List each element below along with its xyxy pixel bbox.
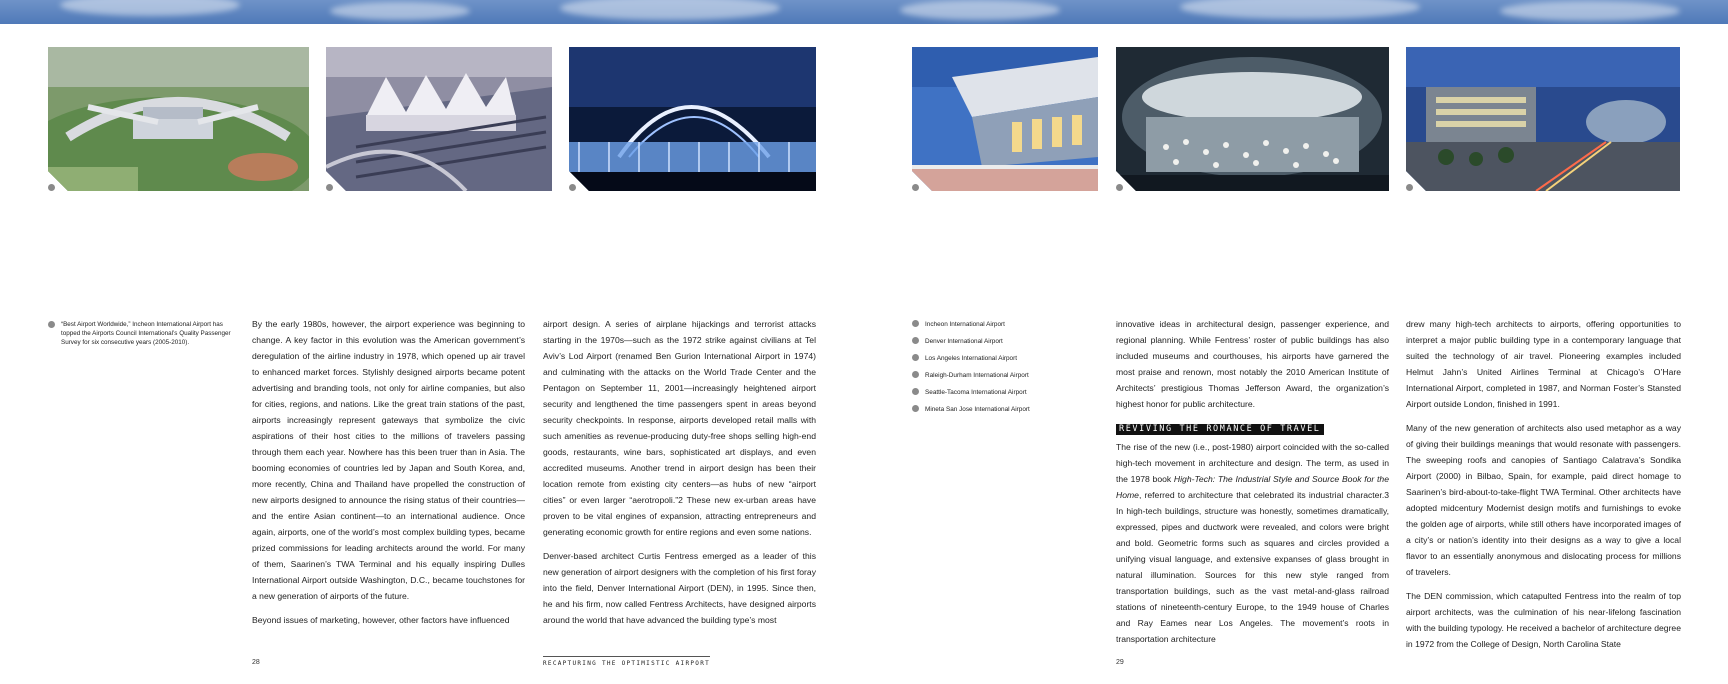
- section-heading: REVIVING THE ROMANCE OF TRAVEL: [1116, 424, 1324, 435]
- page-number-left: 28: [252, 659, 260, 666]
- paragraph: Many of the new generation of architects also used metaphor as a way of giving their buildings meanings that would resonate with passengers. The sweeping roofs and canopies of Santiago Calatrava’s Sondika Airport (2000) in Bilbao, Spain, for example, paid direct homage to Saarinen’s bird-about-to-take-flight TWA Terminal. Other architects have adopted midcentury Modernist design motifs and furnishings to evoke the golden age of airports, while still others have incorporated images of a city’s or nation’s identity into their designs as a way to give a local flavor to an essentially anonymous and dislocating process for millions of travelers.: [1406, 423, 1681, 577]
- page-number-right: 29: [1116, 659, 1124, 666]
- bullet-icon: [912, 405, 919, 412]
- body-column-3: [1116, 316, 1389, 647]
- photo-marker: [912, 184, 919, 191]
- photo-marker: [48, 184, 55, 191]
- body-column-2: [543, 316, 816, 636]
- san-jose-night-photo: [1406, 47, 1680, 191]
- paragraph: Denver-based architect Curtis Fentress emerged as a leader of this new generation of airport designers with the completion of his first foray into the field, Denver International Airport (DEN), in 1995. Since then, he and his firm, now called Fentress Architects, have designed airports around the world that have advanced the building type’s most: [543, 551, 816, 625]
- bullet-icon: [912, 371, 919, 378]
- photo-marker: [1116, 184, 1123, 191]
- airport-legend-item: Denver International Airport: [912, 337, 1030, 354]
- body-column-4: [1406, 316, 1681, 660]
- book-title: High-Tech: The Industrial Style and Source Book for the Home: [1116, 474, 1389, 500]
- denver-tent-roof-photo: [326, 47, 552, 191]
- photo-marker: [569, 184, 576, 191]
- paragraph: drew many high-tech architects to airports, offering opportunities to interpret a major public building type in a contemporary language that suited the technology of air travel. Pioneering examples included Helmut Jahn’s United Airlines Terminal at Chicago’s O’Hare International Airport, completed in 1987, and Norman Foster’s Stansted Airport outside London, finished in 1991.: [1406, 319, 1681, 409]
- paragraph: Beyond issues of marketing, however, other factors have influenced: [252, 615, 510, 625]
- airport-legend-item: Raleigh-Durham International Airport: [912, 371, 1030, 388]
- photo-marker: [326, 184, 333, 191]
- los-angeles-arch-photo: [569, 47, 816, 191]
- airport-legend-item: Seattle-Tacoma International Airport: [912, 388, 1030, 405]
- photo-marker: [1406, 184, 1413, 191]
- seattle-tacoma-interior-photo: [1116, 47, 1389, 191]
- body-column-1: [252, 316, 525, 636]
- raleigh-durham-terminal-photo: [912, 47, 1098, 191]
- incheon-aerial-photo: [48, 47, 309, 191]
- running-head: RECAPTURING THE OPTIMISTIC AIRPORT: [543, 656, 710, 667]
- paragraph: innovative ideas in architectural design, passenger experience, and regional planning. While Fentress’ roster of public buildings has also included museums and courthouses, his airports have garnered the most praise and renown, most notably the 2010 American Institute of Architects’ prestigious Thomas Jefferson Award, the organization’s highest honor for public architecture.: [1116, 319, 1389, 409]
- sky-banner: [0, 0, 1728, 24]
- airport-legend: [912, 320, 1030, 422]
- airport-legend-item: Los Angeles International Airport: [912, 354, 1030, 371]
- paragraph: By the early 1980s, however, the airport experience was beginning to change. A key factor in this evolution was the American government’s deregulation of the airline industry in 1978, which opened up air travel to enhanced market forces. Stylishly designed airports became potent advertising and branding tools, not only for airline companies, but also for cities, regions, and nations. Like the great train stations of the past, airports increasingly represent gateways that symbolize the civic aspirations of their host cities to the millions of travelers passing through them each year. Nowhere has this been truer than in Asia. The booming economies of countries led by Japan and South Korea, and, more recently, China and Thailand have propelled the construction of new airports designed to announce the rising status of their countries—and the entire Asian continent—to an international audience. Once again, airports, one of the world’s most complex building types, became prized commissions for leading architects around the world. For many of them, Saarinen’s TWA Terminal and his equally inspiring Dulles International Airport outside Washington, D.C., became touchstones for a new generation of airports of the future.: [252, 319, 525, 601]
- bullet-icon: [912, 337, 919, 344]
- caption-text: “Best Airport Worldwide,” Incheon International Airport has topped the Airports Council International’s Quality Passenger Survey for six consecutive years (2005-2010).: [61, 321, 231, 346]
- airport-legend-item: Incheon International Airport: [912, 320, 1030, 337]
- photo-caption: [48, 320, 238, 347]
- bullet-icon: [912, 354, 919, 361]
- paragraph: airport design. A series of airplane hijackings and terrorist attacks starting in the 1970s—such as the 1972 strike against civilians at Tel Aviv’s Lod Airport (renamed Ben Gurion International Airport in 1974) and culminating with the attacks on the World Trade Center and the Pentagon on September 11, 2001—increasingly heightened airport security and lengthened the time passengers spent in areas beyond security checkpoints. In response, airports developed retail malls with such amenities as revenue-producing duty-free shops selling high-end goods, restaurants, wine bars, sophisticated art displays, and even accredited museums. Another trend in airport design has been their location remote from existing city centers—as hubs of new “airport cities” or even larger “aerotropoli.”2 These new ex-urban areas have proven to be vital engines of expansion, attracting entrepreneurs and generating economic growth for entire regions and even some nations.: [543, 319, 816, 537]
- paragraph: The rise of the new (i.e., post-1980) airport coincided with the so-called high-tech movement in architecture and design. The term, as used in the 1978 book High-Tech: The Industrial Style and Source Book for the Home, referred to architecture that celebrated its industrial character.3 In high-tech buildings, structure was honestly, sometimes dramatically, expressed, pipes and ductwork were revealed, and colors were bright and bold. Geometric forms such as squares and circles provided a unifying visual language, and extensive expanses of glass brought in natural illumination. Sources for this new style ranged from transportation buildings, such as the vast metal-and-glass railroad stations of nineteenth-century Europe, to the 1949 house of Charles and Ray Eames near Los Angeles. The movement’s roots in transportation architecture: [1116, 442, 1389, 644]
- bullet-icon: [912, 388, 919, 395]
- caption-bullet-icon: [48, 321, 55, 328]
- paragraph: The DEN commission, which catapulted Fentress into the realm of top airport architects, was the culmination of his near-lifelong fascination with the building typology. He received a bachelor of architecture degree in 1972 from the College of Design, North Carolina State: [1406, 591, 1681, 649]
- airport-legend-item: Mineta San Jose International Airport: [912, 405, 1030, 422]
- bullet-icon: [912, 320, 919, 327]
